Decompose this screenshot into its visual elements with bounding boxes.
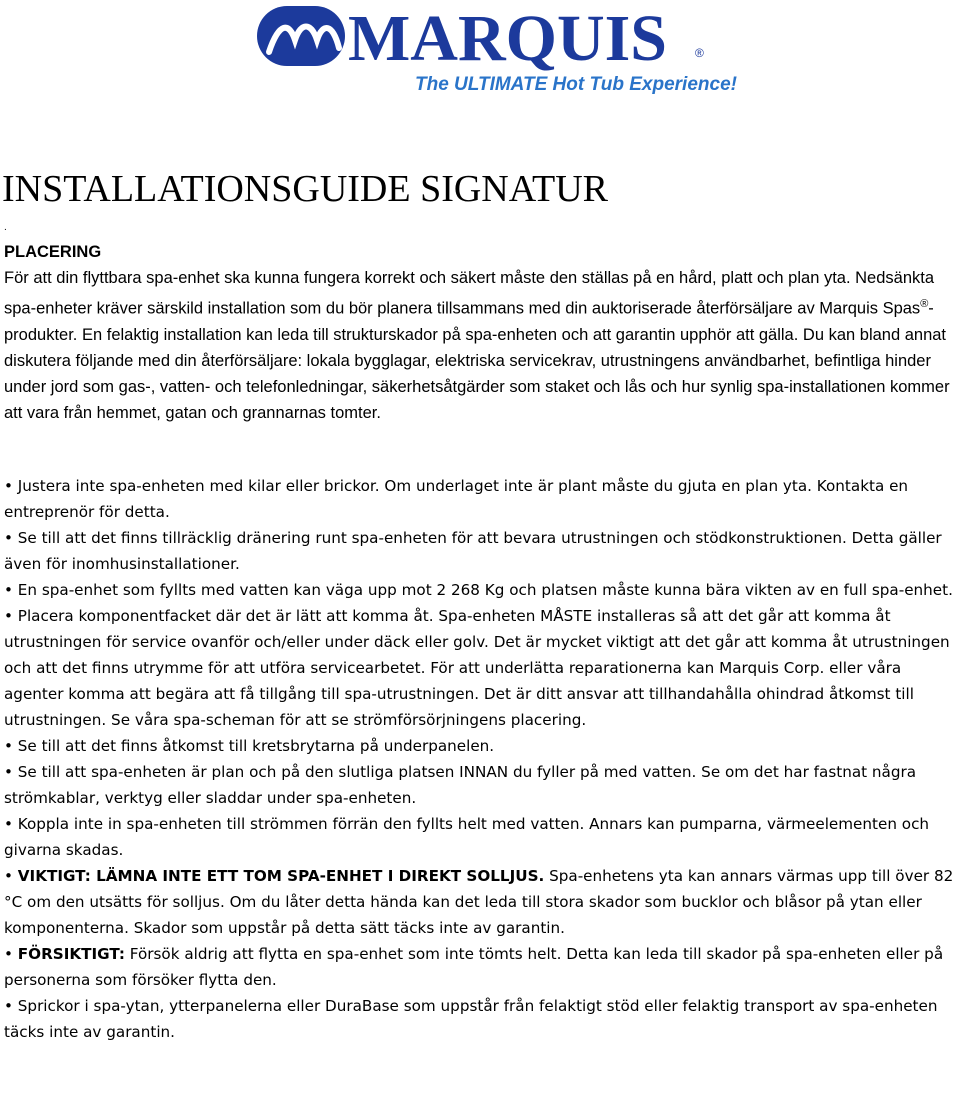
- intro-registered-mark: ®: [920, 298, 929, 310]
- list-item: [4, 603, 959, 733]
- bullet-caution-label: FÖRSIKTIGT:: [17, 945, 125, 963]
- list-item: [4, 863, 959, 941]
- list-item: [4, 733, 959, 759]
- marquis-logo: [255, 2, 737, 96]
- marquis-m-emblem-icon: [255, 2, 351, 72]
- list-item: [4, 473, 959, 525]
- stray-mark: .: [4, 222, 7, 233]
- list-item: [4, 759, 959, 811]
- intro-text-part1: För att din flyttbara spa-enhet ska kunna fungera korrekt och säkert måste den ställas på en hård, platt och plan yta. Nedsänkta spa-enheter kräver särskild installation som du bör planera tillsammans med din auktoriserade återförsäljare av Marquis Spas: [4, 269, 935, 318]
- list-item: [4, 941, 959, 993]
- bullet-text: • Placera komponentfacket där det är lätt att komma åt. Spa-enheten MÅSTE installeras så att det går att komma åt utrustningen för service ovanför och/eller under däck eller golv. Det är mycket viktigt att det går att komma åt utrustningen och att det finns utrymme för att utföra servicearbetet. För att underlätta reparationerna kan Marquis Corp. eller våra agenter komma att begära att få tillgång till spa-utrustningen. Det är ditt ansvar att tillhandahålla ohindrad åtkomst till utrustningen. Se våra spa-scheman för att se strömförsörjningens placering.: [4, 607, 950, 729]
- intro-text-part2: -produkter. En felaktig installation kan leda till strukturskador på spa-enheten och att garantin upphör att gälla. Du kan bland annat diskutera följande med din återförsäljare: lokala bygglagar, elektriska servicekrav, utrustningens användbarhet, befintliga hinder under jord som gas-, vatten- och telefonledningar, säkerhetsåtgärder som staket och lås och hur synlig spa-installationen kommer att vara från hemmet, gatan och grannarnas tomter.: [4, 299, 950, 422]
- list-item: [4, 811, 959, 863]
- logo-tagline: The ULTIMATE Hot Tub Experience!: [415, 74, 737, 95]
- bullet-list: [4, 473, 959, 1045]
- list-item: [4, 577, 959, 603]
- logo-registered-mark: ®: [695, 46, 704, 60]
- bullet-text: • Justera inte spa-enheten med kilar eller brickor. Om underlaget inte är plant måste du gjuta en plan yta. Kontakta en entreprenör för detta.: [4, 477, 909, 521]
- intro-paragraph: [4, 265, 956, 426]
- list-item: [4, 525, 959, 577]
- bullet-warning-label: VIKTIGT: LÄMNA INTE ETT TOM SPA-ENHET I DIREKT SOLLJUS.: [17, 867, 545, 885]
- bullet-marker: •: [4, 867, 18, 885]
- bullet-text: Försök aldrig att flytta en spa-enhet som inte tömts helt. Detta kan leda till skador på spa-enheten eller på personerna som försöker flytta den.: [4, 945, 944, 989]
- bullet-text: • Se till att det finns åtkomst till kretsbrytarna på underpanelen.: [4, 737, 495, 755]
- list-item: [4, 993, 959, 1045]
- bullet-text: • Koppla inte in spa-enheten till strömmen förrän den fyllts helt med vatten. Annars kan pumparna, värmeelementen och givarna skadas.: [4, 815, 930, 859]
- logo-wordmark: MARQUIS: [348, 2, 668, 75]
- section-heading: PLACERING: [4, 243, 102, 261]
- bullet-text: • En spa-enhet som fyllts med vatten kan väga upp mot 2 268 Kg och platsen måste kunna bära vikten av en full spa-enhet.: [4, 581, 953, 599]
- bullet-text: • Se till att det finns tillräcklig dränering runt spa-enheten för att bevara utrustningen och stödkonstruktionen. Detta gäller även för inomhusinstallationer.: [4, 529, 942, 573]
- bullet-text: • Se till att spa-enheten är plan och på den slutliga platsen INNAN du fyller på med vatten. Se om det har fastnat några strömkablar, verktyg eller sladdar under spa-enheten.: [4, 763, 917, 807]
- document-title: INSTALLATIONSGUIDE SIGNATUR: [2, 168, 608, 210]
- bullet-text: Spa-enhetens yta kan annars värmas upp till över 82 °C om den utsätts för solljus. Om du låter detta hända kan det leda till stora skador som bucklor och blåsor på ytan eller komponenterna. Skador som uppstår på detta sätt täcks inte av garantin.: [4, 867, 954, 937]
- bullet-text: • Sprickor i spa-ytan, ytterpanelerna eller DuraBase som uppstår från felaktigt stöd eller felaktig transport av spa-enheten täcks inte av garantin.: [4, 997, 938, 1041]
- bullet-marker: •: [4, 945, 18, 963]
